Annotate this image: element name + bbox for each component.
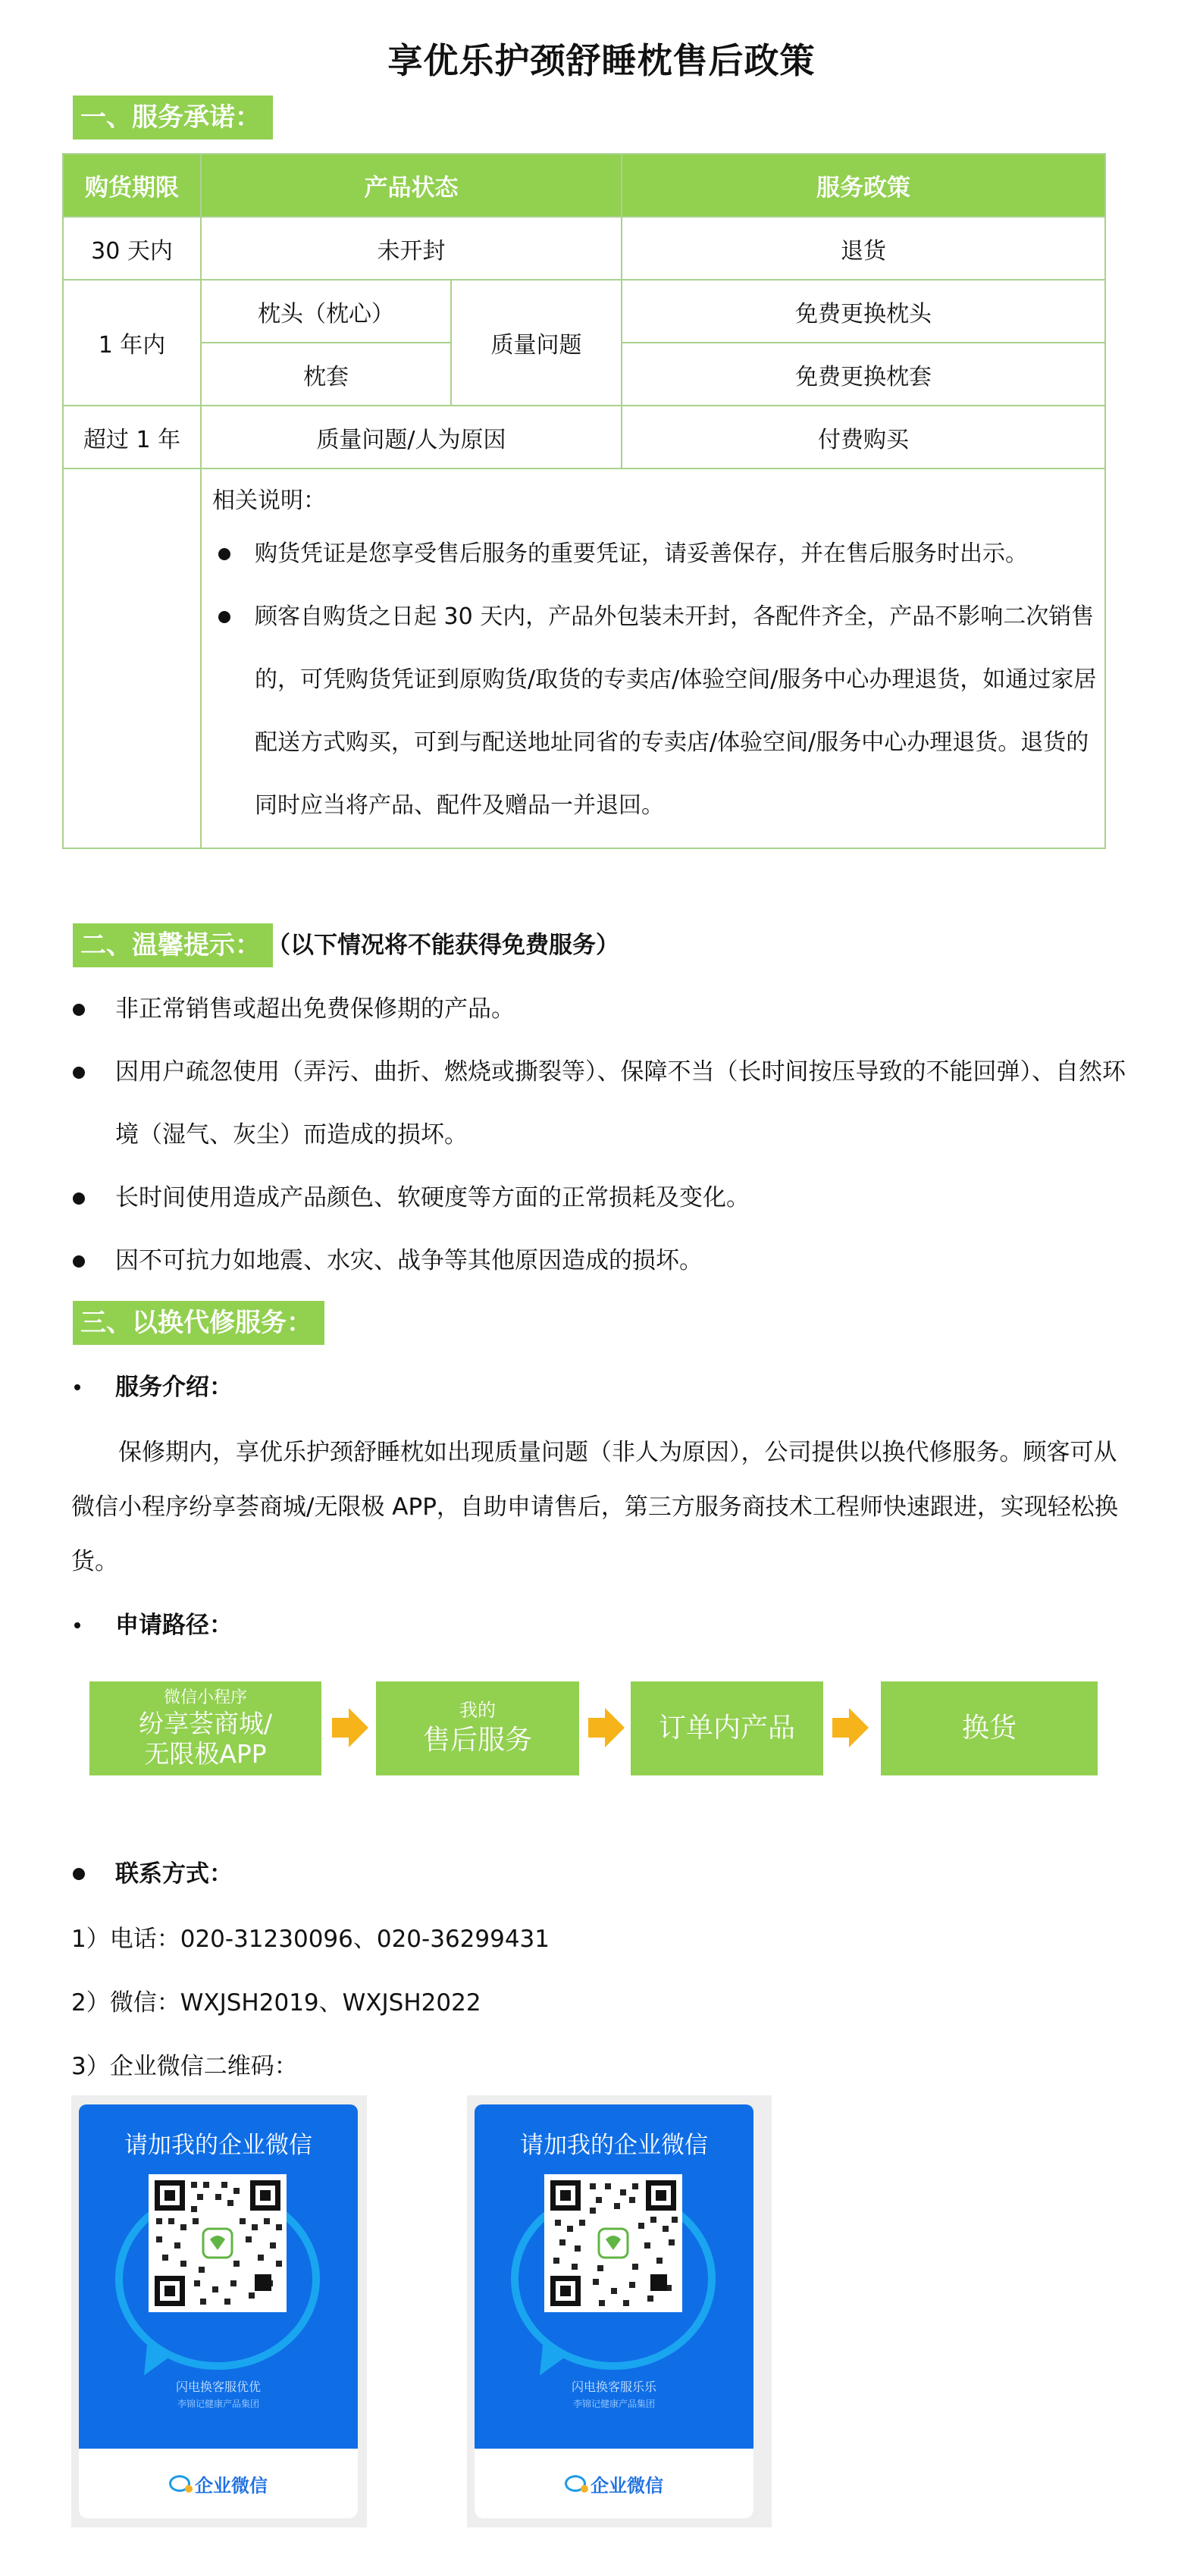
- flow-arrow-2: [588, 1718, 605, 1738]
- row3-period: 超过 1 年: [63, 406, 201, 469]
- flow-step1-line1: 纷享荟商城/: [138, 1709, 273, 1738]
- flow-step4: 换货: [961, 1713, 1017, 1744]
- tips-list: [71, 978, 1148, 1293]
- notes-title: 相关说明：: [212, 487, 326, 514]
- qr-code-image: [544, 2174, 682, 2312]
- row2-issue: 质量问题: [451, 280, 622, 406]
- qr-card-2-panel: [475, 2104, 753, 2518]
- intro-label: 服务介绍：: [71, 1371, 233, 1404]
- path-label: 申请路径：: [71, 1609, 233, 1642]
- qr-card-2-footer-label: 企业微信: [591, 2474, 663, 2496]
- flow-step1-small: 微信小程序: [163, 1688, 247, 1707]
- flow-arrow-3: [832, 1718, 849, 1738]
- qr-card-2-footer: [475, 2449, 753, 2518]
- flow-arrow-3-head: [849, 1708, 869, 1747]
- row3-status: 质量问题/人为原因: [201, 406, 622, 469]
- note-item: 顾客自购货之日起 30 天内，产品外包装未开封，各配件齐全，产品不影响二次销售的，可凭购货凭证到原购货/取货的专卖店/体验空间/服务中心办理退货，如通过家居配送方式购买，可到与配送地址同省的专卖店/体验空间/服务中心办理退货。退货的同时应当将产品、配件及赠品一并退回。: [212, 585, 1097, 837]
- notes-empty-cell: [63, 469, 201, 848]
- flow-step-mini-program: [89, 1681, 321, 1775]
- qr-card-1-org: 李锦记健康产品集团: [177, 2399, 259, 2409]
- list-item: 长时间使用造成产品颜色、软硬度等方面的正常损耗及变化。: [71, 1167, 1148, 1230]
- note-item: 购货凭证是您享受售后服务的重要凭证，请妥善保存，并在售后服务时出示。: [212, 522, 1097, 585]
- qr-code-image: [149, 2174, 287, 2312]
- row2-period: 1 年内: [63, 280, 201, 406]
- row2-policy-pillow: 免费更换枕头: [622, 280, 1105, 343]
- intro-text: 保修期内，享优乐护颈舒睡枕如出现质量问题（非人为原因），公司提供以换代修服务。顾客可从微信小程序纷享荟商城/无限极 APP，自助申请售后，第三方服务商技术工程师快速跟进，实现轻松换货。: [71, 1439, 1118, 1575]
- contact-qr-label: 3）企业微信二维码：: [71, 2053, 298, 2080]
- contact-phone: 1）电话：020-31230096、020-36299431: [71, 1926, 550, 1953]
- page-title: 享优乐护颈舒睡枕售后政策: [387, 40, 816, 81]
- flow-step2-small: 我的: [459, 1700, 496, 1721]
- wecom-icon: [169, 2475, 190, 2492]
- qr-card-2-brand: [475, 2379, 753, 2412]
- list-item: 非正常销售或超出免费保修期的产品。: [71, 978, 1148, 1041]
- qr-card-1-brand: [79, 2379, 358, 2412]
- flow-step-exchange: [881, 1681, 1098, 1775]
- flow-step3: 订单内产品: [658, 1713, 795, 1744]
- contact-wechat: 2）微信：WXJSH2019、WXJSH2022: [71, 1989, 481, 2017]
- flow-step-after-sales: [376, 1681, 579, 1775]
- qr-card-2-org: 李锦记健康产品集团: [572, 2399, 655, 2409]
- qr-code-icon: [149, 2174, 287, 2312]
- wecom-icon: [565, 2475, 586, 2492]
- section1-heading: 一、服务承诺：: [73, 96, 273, 139]
- row2-policy-cover: 免费更换枕套: [622, 343, 1105, 406]
- qr-card-1-panel: [79, 2104, 358, 2518]
- list-item: 因用户疏忽使用（弄污、曲折、燃烧或撕裂等）、保障不当（长时间按压导致的不能回弹）、自然环境（湿气、灰尘）而造成的损坏。: [71, 1041, 1148, 1167]
- header-status: 产品状态: [201, 154, 622, 217]
- row1-status: 未开封: [201, 217, 622, 280]
- header-period: 购货期限: [63, 154, 201, 217]
- row1-period: 30 天内: [63, 217, 201, 280]
- qr-card-1: [71, 2095, 367, 2527]
- flow-step2-big: 售后服务: [422, 1725, 532, 1756]
- qr-code-icon: [544, 2174, 682, 2312]
- qr-card-2: [467, 2095, 772, 2527]
- section2-note: （以下情况将不能获得免费服务）: [267, 932, 619, 959]
- qr-card-1-brand-name: 闪电换客服优优: [175, 2380, 261, 2394]
- header-policy: 服务政策: [622, 154, 1105, 217]
- service-policy-table: [62, 153, 1106, 849]
- qr-card-1-footer: [79, 2449, 358, 2518]
- row2-item-pillow: 枕头（枕心）: [201, 280, 451, 343]
- row2-item-cover: 枕套: [201, 343, 451, 406]
- row3-policy: 付费购买: [622, 406, 1105, 469]
- qr-card-2-brand-name: 闪电换客服乐乐: [571, 2380, 656, 2394]
- flow-arrow-1: [332, 1718, 349, 1738]
- qr-card-2-title: 请加我的企业微信: [520, 2132, 708, 2159]
- qr-card-1-footer-label: 企业微信: [195, 2474, 268, 2496]
- list-item: 因不可抗力如地震、水灾、战争等其他原因造成的损坏。: [71, 1230, 1148, 1293]
- notes-cell: [201, 469, 1105, 848]
- section2-heading: 二、温馨提示：: [73, 923, 273, 967]
- row1-policy: 退货: [622, 217, 1105, 280]
- flow-arrow-2-head: [605, 1708, 625, 1747]
- flow-step-order-product: [631, 1681, 823, 1775]
- contact-label: 联系方式：: [71, 1857, 233, 1891]
- section3-heading: 三、以换代修服务：: [73, 1301, 324, 1345]
- qr-card-1-title: 请加我的企业微信: [124, 2132, 312, 2159]
- flow-step1-line2: 无限极APP: [144, 1739, 267, 1769]
- flow-arrow-1-head: [349, 1708, 368, 1747]
